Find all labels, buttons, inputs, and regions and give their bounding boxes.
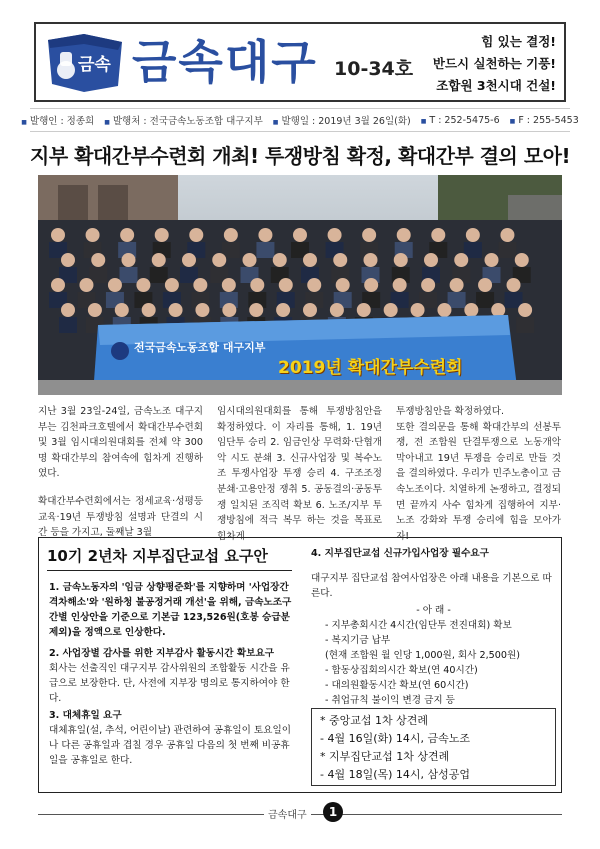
crowd-face xyxy=(303,253,317,267)
crowd-face xyxy=(397,228,411,242)
crowd-face xyxy=(279,278,293,292)
banner-org-text: 전국금속노동조합 대구지부 xyxy=(134,341,266,354)
crowd-face xyxy=(91,253,105,267)
crowd-face xyxy=(431,228,445,242)
article-paragraph: 투쟁방침안을 확정하였다. xyxy=(396,406,505,417)
crowd-face xyxy=(394,253,408,267)
crowd-face xyxy=(155,228,169,242)
demand-item-1 xyxy=(49,580,297,640)
demand-item-4 xyxy=(311,546,556,708)
crowd-face xyxy=(464,303,478,317)
article-column-3 xyxy=(396,404,561,556)
schedule-line: * 중앙교섭 1차 상견례 xyxy=(320,714,428,727)
crowd-face xyxy=(303,303,317,317)
article-paragraph: 확대간부수련회에서는 정세교육·성평등교육·19년 투쟁방침 설명과 단결의 시간 등을 가지고, 둘째날 3월 xyxy=(38,495,203,539)
masthead xyxy=(34,22,566,102)
list-item: - 합동상집회의시간 확보(연 40시간) xyxy=(325,665,478,676)
crowd-face xyxy=(307,278,321,292)
crowd-face xyxy=(466,228,480,242)
fax: ■ F : 255-5453 xyxy=(510,115,579,126)
article-column-1 xyxy=(38,404,203,553)
demand-item-4-list xyxy=(311,618,556,708)
demands-title: 10기 2년차 지부집단교섭 요구안 xyxy=(47,547,268,565)
demand-item-3 xyxy=(49,708,297,768)
crowd-face xyxy=(88,303,102,317)
crowd-face xyxy=(478,278,492,292)
crowd-face xyxy=(61,303,75,317)
crowd-face xyxy=(195,303,209,317)
crowd-face xyxy=(273,253,287,267)
publication-info xyxy=(29,108,579,132)
publisher: ■ 발행인 : 정종희 xyxy=(21,113,94,127)
demands-box xyxy=(38,537,562,793)
crowd-face xyxy=(518,303,532,317)
crowd-face xyxy=(122,253,136,267)
title-underline xyxy=(47,570,292,571)
schedule-line: * 지부집단교섭 1차 상견례 xyxy=(320,750,450,763)
crowd-face xyxy=(182,253,196,267)
crowd-face xyxy=(424,253,438,267)
crowd-face xyxy=(328,228,342,242)
page-number: 1 xyxy=(323,802,343,822)
logo-text: 금속 xyxy=(78,55,111,75)
crowd-face xyxy=(450,278,464,292)
crowd-face xyxy=(224,228,238,242)
crowd-face xyxy=(393,278,407,292)
crowd-face xyxy=(250,278,264,292)
slogan-1: 힘 있는 결정! xyxy=(481,34,556,49)
crowd-face xyxy=(108,278,122,292)
slogan-3: 조합원 3천시대 건설! xyxy=(436,78,556,93)
footer-name: 금속대구 xyxy=(264,806,311,821)
article-column-2 xyxy=(217,404,382,556)
list-item: (현재 조합원 월 인당 1,000원, 회사 2,500원) xyxy=(325,650,520,661)
crowd-face xyxy=(165,278,179,292)
issuer: ■ 발행처 : 전국금속노동조합 대구지부 xyxy=(104,113,263,127)
crowd-face xyxy=(491,303,505,317)
crowd-body xyxy=(516,317,534,333)
crowd-body xyxy=(498,242,516,258)
footer xyxy=(38,800,562,828)
crowd-face xyxy=(51,278,65,292)
crowd-face xyxy=(437,303,451,317)
demand-item-2-body: 회사는 선출직인 대구지부 감사위원의 조합활동 시간을 유급으로 보장한다. 단, 사전에 지부장 명의로 통지하여야 한다. xyxy=(49,663,290,704)
crowd-face xyxy=(189,228,203,242)
crowd-face xyxy=(333,253,347,267)
crowd-face xyxy=(364,278,378,292)
article-paragraph: 임시대의원대회를 통해 투쟁방침안을 확정하였다. 이 자리를 통해, 1. 19년 임단투 승리 2. 임금인상 무력화·단협개악 시도 분쇄 3. 신규사업장 및 복수노조 투쟁사업장 투쟁 승리 4. 구조조정 분쇄·고용안정 쟁취 5. 공동결의·공동투쟁 일치된 조직력 확보 6. 노조/지부 투쟁방침에 적극 복무 하는 것을 목표로 힘차게 xyxy=(217,406,382,542)
crowd-face xyxy=(357,303,371,317)
list-item: - 취업규칙 불이익 변경 금지 등 xyxy=(325,695,455,706)
crowd-face xyxy=(411,303,425,317)
slogan-2: 반드시 실천하는 기풍! xyxy=(432,56,556,71)
publish-date: ■ 발행일 : 2019년 3월 26일(화) xyxy=(273,113,411,127)
crowd-face xyxy=(258,228,272,242)
crowd-face xyxy=(485,253,499,267)
crowd-face xyxy=(384,303,398,317)
banner-event-text: 2019년 확대간부수련회 xyxy=(278,358,463,378)
newsletter-title: 금속대구 xyxy=(132,35,318,89)
crowd-face xyxy=(79,278,93,292)
crowd-face xyxy=(222,278,236,292)
crowd-face xyxy=(51,228,65,242)
demand-item-2 xyxy=(49,646,297,706)
article-paragraph: 또한 결의문을 통해 확대간부의 선봉투쟁, 전 조합원 단결투쟁으로 노동개악 막아내고 19년 투쟁을 승리로 만들 것을 결의하였다. 우리가 민주노총이고 금속노조이다. 치열하게 논쟁하고, 결정되면 끝까지 사수 힘차게 집행하여 지부·노조 강화와 투쟁 승리에 힘을 모아가자! xyxy=(396,421,561,542)
demand-item-1-text: 1. 금속노동자의 '임금 상향평준화'를 지향하며 '사업장간 격차해소'와 '원하청 불공정거래 개선'을 위해, 금속노조구간별 인상안을 기준으로 기본급 123,526원(호봉 승급분 제외)을 정액으로 인상한다. xyxy=(49,582,292,638)
crowd-face xyxy=(86,228,100,242)
crowd-face xyxy=(142,303,156,317)
crowd-face xyxy=(120,228,134,242)
crowd-face xyxy=(276,303,290,317)
issue-number: 10-34호 xyxy=(334,58,414,80)
schedule-line: - 4월 16일(화) 14시, 금속노조 xyxy=(320,732,471,745)
group-photo xyxy=(38,175,562,395)
crowd-face xyxy=(330,303,344,317)
crowd-face xyxy=(362,228,376,242)
crowd-face xyxy=(249,303,263,317)
crowd-body xyxy=(448,292,466,308)
crowd-face xyxy=(515,253,529,267)
list-item: - 지부총회시간 4시간(임단투 전진대회) 확보 xyxy=(325,620,512,631)
demand-item-4-intro: 대구지부 집단교섭 참여사업장은 아래 내용을 기본으로 따른다. xyxy=(311,573,552,599)
crowd-face xyxy=(293,228,307,242)
list-item: - 대의원활동시간 확보(연 60시간) xyxy=(325,680,469,691)
crowd-face xyxy=(222,303,236,317)
crowd-face xyxy=(212,253,226,267)
schedule-line: - 4월 18일(목) 14시, 삼성공업 xyxy=(320,768,471,781)
union-logo xyxy=(44,30,126,94)
crowd-face xyxy=(169,303,183,317)
crowd-face xyxy=(193,278,207,292)
crowd-body xyxy=(476,292,494,308)
crowd-face xyxy=(243,253,257,267)
telephone: ■ T : 252-5475-6 xyxy=(421,115,500,126)
demand-item-4-heading: 4. 지부집단교섭 신규가입사업장 필수요구 xyxy=(311,548,489,559)
crowd-face xyxy=(364,253,378,267)
crowd-face xyxy=(152,253,166,267)
crowd-face xyxy=(500,228,514,242)
demand-item-4-sub: - 아 래 - xyxy=(416,605,451,616)
article-paragraph: 지난 3월 23일-24일, 금속노조 대구지부는 김천파크호텔에서 확대간부수련회 및 3월 임시대의원대회를 전체 약 300명 확대간부의 참여속에 힘차게 진행하였다. xyxy=(38,406,203,480)
crowd-body xyxy=(59,317,77,333)
list-item: - 복지기금 납부 xyxy=(325,635,391,646)
crowd-body xyxy=(120,267,138,283)
schedule-box xyxy=(311,708,556,786)
crowd-body xyxy=(256,242,274,258)
crowd-face xyxy=(421,278,435,292)
crowd-face xyxy=(336,278,350,292)
crowd-face xyxy=(454,253,468,267)
crowd-body xyxy=(150,267,168,283)
demand-item-2-heading: 2. 사업장별 감사를 위한 지부감사 활동시간 확보요구 xyxy=(49,648,274,659)
crowd-face xyxy=(507,278,521,292)
crowd-face xyxy=(115,303,129,317)
crowd-face xyxy=(61,253,75,267)
demand-item-3-body: 대체휴일(설, 추석, 어린이날) 관련하여 공휴일이 토요일이나 다른 공휴일과 겹칠 경우 공휴일 다음의 첫 번째 비공휴일을 공휴일로 한다. xyxy=(49,725,291,766)
headline: 지부 확대간부수련회 개최! 투쟁방침 확정, 확대간부 결의 모아! xyxy=(30,144,571,168)
crowd-face xyxy=(136,278,150,292)
demand-item-3-heading: 3. 대체휴일 요구 xyxy=(49,710,122,721)
crowd-body xyxy=(89,267,107,283)
